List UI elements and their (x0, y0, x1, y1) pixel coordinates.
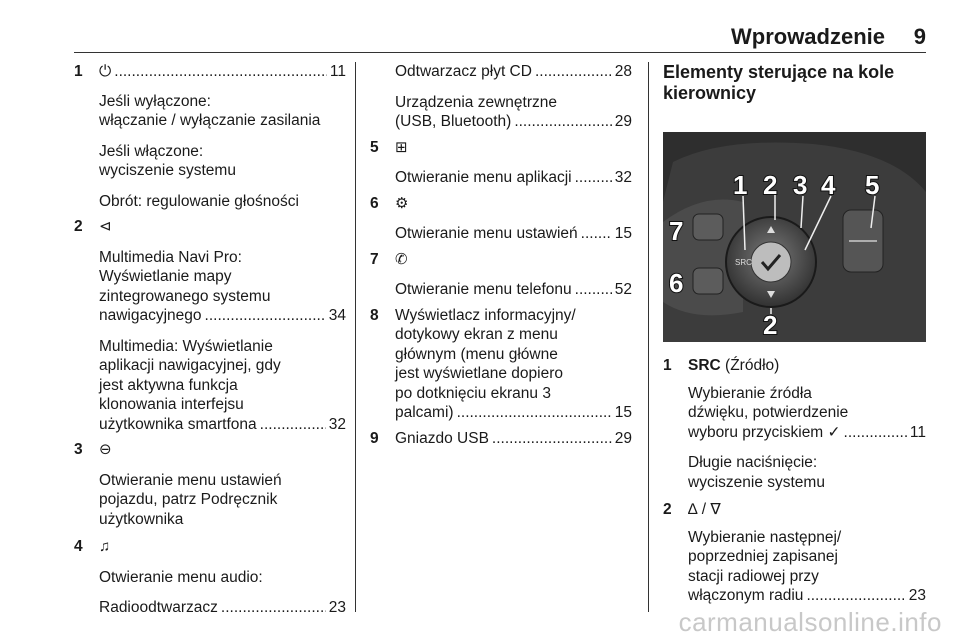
entry-7 (370, 250, 632, 300)
entry-number: 1 (663, 357, 672, 374)
toc-line (395, 224, 632, 244)
page-number: 9 (913, 24, 926, 49)
text-line: włączanie / wyłączanie zasilania (99, 112, 321, 129)
steering-entry-2 (663, 500, 926, 606)
page-ref: 32 (614, 169, 632, 186)
power-icon: ⏻ (99, 63, 112, 80)
text-line: Jeśli wyłączone: (99, 92, 211, 110)
entry-number: 3 (74, 441, 83, 458)
text-line: (USB, Bluetooth) (395, 113, 512, 130)
page-ref: 32 (328, 415, 346, 433)
callout-label: 1 (733, 170, 748, 200)
callout-label: 3 (793, 170, 808, 200)
text-line: Otwieranie menu ustawień (99, 471, 282, 489)
src-term: SRC (688, 357, 721, 374)
src-label: SRC (735, 258, 752, 267)
entry-4-continued (370, 62, 632, 132)
toc-line (99, 598, 346, 618)
entry-3 (74, 440, 346, 529)
navigation-icon: ⊲ (99, 218, 112, 235)
paragraph (688, 453, 926, 492)
column-3 (663, 62, 926, 617)
page-ref: 23 (328, 599, 346, 616)
text-line: pojazdu, patrz Podręcznik (99, 491, 278, 508)
text-line: Jeśli włączone: (99, 142, 204, 160)
heading-line: Elementy sterujące na kole (663, 62, 895, 82)
callout-label: 6 (669, 268, 684, 298)
text-line: głównym (menu główne (395, 345, 558, 363)
text-line: dźwięku, potwierdzenie (688, 404, 849, 421)
car-icon: ⊖ (99, 441, 112, 458)
toc-line (395, 62, 632, 82)
entry-number: 2 (663, 501, 672, 518)
text-line: Otwieranie menu aplikacji (395, 169, 572, 186)
column-2 (370, 62, 632, 448)
text-line: Odtwarzacz płyt CD (395, 63, 532, 80)
text-line: Długie naciśnięcie: (688, 454, 818, 471)
text-line: Wyświetlanie mapy (99, 268, 232, 285)
toc-line (99, 62, 346, 82)
paragraph: Obrót: regulowanie głośności (99, 192, 299, 210)
text-line: Otwieranie menu telefonu (395, 281, 572, 298)
entry-8 (370, 306, 632, 423)
text-line: użytkownika smartfona (99, 415, 257, 433)
toc-line (395, 112, 632, 132)
entry-number: 6 (370, 194, 379, 212)
toc-line (395, 403, 632, 423)
settings-gear-icon: ⚙ (395, 194, 409, 212)
entry-number: 2 (74, 218, 83, 235)
entry-number: 7 (370, 250, 379, 268)
page-ref: 15 (614, 225, 632, 242)
text-line: Gniazdo USB (395, 429, 489, 447)
text-line: po dotknięciu ekranu 3 (395, 384, 551, 402)
callout-label: 5 (865, 170, 880, 200)
text-line: nawigacyjnego (99, 307, 202, 324)
steering-wheel-illustration (663, 132, 926, 342)
text-line: jest aktywna funkcja (99, 376, 238, 394)
phone-icon: ✆ (395, 250, 408, 268)
toc-line (99, 415, 346, 435)
paragraph (99, 142, 346, 181)
paragraph (99, 92, 346, 131)
column-1 (74, 62, 346, 618)
entry-number: 5 (370, 138, 379, 156)
entry-9 (370, 429, 632, 449)
paragraph: Otwieranie menu audio: (99, 568, 263, 586)
voice-button (693, 214, 723, 240)
page-ref: 28 (614, 63, 632, 80)
text-line: palcami) (395, 404, 454, 421)
steering-entry-1 (663, 356, 926, 492)
page-ref: 52 (614, 281, 632, 298)
callout-label: 7 (669, 216, 684, 246)
page-ref: 34 (328, 307, 346, 324)
text-line: włączonym radiu (688, 587, 804, 604)
text-line: Urządzenia zewnętrzne (395, 93, 557, 111)
paragraph (395, 93, 632, 132)
page-header-title: Wprowadzenie (730, 24, 885, 49)
entry-number: 9 (370, 429, 379, 447)
paragraph (395, 306, 632, 423)
text-line: poprzedniej zapisanej (688, 548, 838, 565)
text-line: dotykowy ekran z menu (395, 326, 558, 343)
page-ref: 29 (614, 429, 632, 447)
toc-line (688, 423, 926, 443)
page-ref: 11 (329, 63, 346, 80)
watermark: carmanualsonline.info (678, 607, 942, 637)
apps-grid-icon: ⊞ (395, 138, 408, 156)
text-line: Wyświetlacz informacyjny/ (395, 306, 576, 324)
steering-wheel-controls-photo (663, 132, 926, 342)
text-line: Wybieranie następnej/ (688, 528, 842, 546)
paragraph (99, 337, 346, 435)
column-divider-1 (355, 62, 356, 612)
text-line: użytkownika (99, 510, 184, 528)
callout-label: 4 (821, 170, 836, 200)
toc-line (688, 586, 926, 606)
arrow-icons: ∆ / ∇ (688, 501, 721, 518)
text-line: Wybieranie źródła (688, 384, 812, 402)
toc-line (395, 168, 632, 188)
column-divider-2 (648, 62, 649, 612)
section-heading (663, 62, 926, 104)
header-rule (74, 52, 926, 53)
paragraph (99, 248, 346, 326)
entry-number: 4 (74, 538, 83, 555)
toc-line (395, 280, 632, 300)
text-line: aplikacji nawigacyjnej, gdy (99, 357, 281, 374)
text-line: jest wyświetlane dopiero (395, 365, 564, 382)
entry-1 (74, 62, 346, 211)
text-line: wyciszenie systemu (99, 162, 236, 179)
entry-4 (74, 537, 346, 618)
page-ref: 11 (909, 423, 926, 441)
text-line: Otwieranie menu ustawień (395, 225, 578, 242)
paragraph (688, 356, 926, 376)
entry-5 (370, 138, 632, 188)
entry-number: 1 (74, 63, 83, 80)
entry-6 (370, 194, 632, 244)
paragraph (688, 528, 926, 606)
toc-line (395, 429, 632, 449)
callout-label: 2 (763, 170, 778, 200)
paragraph (99, 471, 346, 530)
text-line: klonowania interfejsu (99, 396, 244, 413)
entry-2 (74, 217, 346, 434)
callout-label: 2 (763, 310, 778, 340)
src-term-note: (Źródło) (725, 357, 780, 374)
text-line: stacji radiowej przy (688, 567, 819, 585)
paragraph (688, 384, 926, 443)
text-line: wyciszenie systemu (688, 473, 825, 491)
music-note-icon: ♫ (99, 538, 111, 555)
heading-line: kierownicy (663, 83, 757, 103)
text-line: zintegrowanego systemu (99, 287, 271, 305)
phone-button (693, 268, 723, 294)
text-line: Multimedia Navi Pro: (99, 248, 242, 266)
page-ref: 23 (908, 587, 926, 604)
text-line: wyboru przyciskiem ✓ (688, 423, 841, 441)
entry-number: 8 (370, 306, 379, 324)
text-line: Radioodtwarzacz (99, 599, 218, 616)
ok-button (751, 242, 791, 282)
page-ref: 15 (614, 404, 632, 421)
toc-line (99, 306, 346, 326)
page-ref: 29 (614, 113, 632, 130)
text-line: Multimedia: Wyświetlanie (99, 337, 273, 355)
